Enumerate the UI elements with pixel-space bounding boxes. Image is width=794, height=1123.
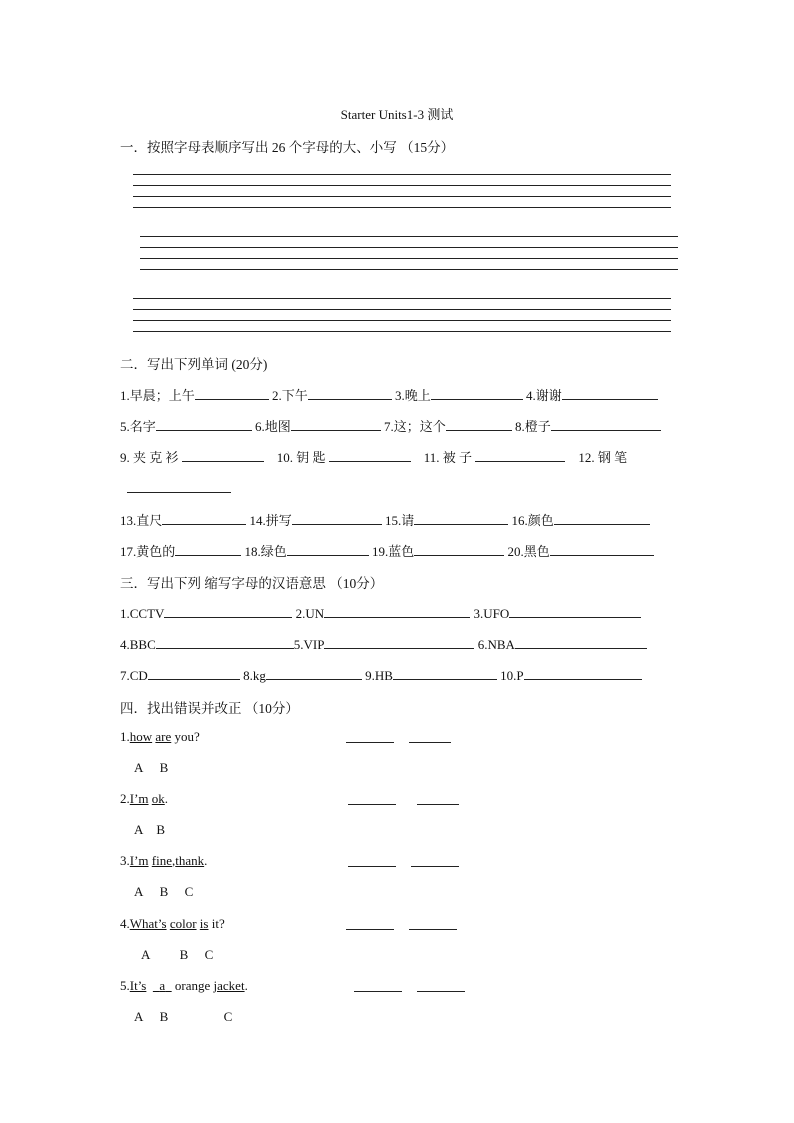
word-row-1 — [120, 385, 658, 404]
word-prompt: 6.地图 — [255, 419, 291, 434]
error-question-2 — [120, 791, 168, 807]
word-prompt: 3.晚上 — [395, 388, 431, 403]
option-b-text: color — [169, 916, 197, 931]
abbr-prompt: 3.UFO — [473, 606, 510, 621]
answer-blank[interactable] — [164, 604, 292, 618]
option-c-text: jacket — [213, 978, 245, 993]
option-b-text: are — [155, 729, 172, 744]
answer-blank[interactable] — [127, 492, 231, 493]
word-prompt: 10. 钥 匙 — [276, 450, 326, 465]
question-number: 4. — [120, 916, 130, 931]
answer-blank[interactable] — [195, 386, 269, 400]
correction-blank[interactable] — [409, 929, 457, 930]
answer-blank[interactable] — [324, 635, 474, 649]
answer-blank[interactable] — [414, 542, 504, 556]
option-b-text: fine — [151, 853, 172, 868]
answer-blank[interactable] — [550, 542, 654, 556]
answer-blank[interactable] — [446, 417, 512, 431]
option-labels: A B — [134, 760, 169, 775]
abbr-prompt: 7.CD — [120, 668, 148, 683]
error-letter-blank[interactable] — [346, 929, 394, 930]
word-prompt: 8.橙子 — [515, 419, 551, 434]
option-c-text: thank — [175, 853, 205, 868]
comma: , — [172, 853, 176, 868]
option-a-text: how — [129, 729, 153, 744]
abbr-prompt: 2.UN — [295, 606, 325, 621]
abbr-prompt: 5.VIP — [293, 637, 325, 652]
correction-blank[interactable] — [417, 991, 465, 992]
page-title: Starter Units1-3 测试 — [340, 107, 454, 122]
word-prompt: 19.蓝色 — [372, 544, 415, 559]
correction-blank[interactable] — [409, 742, 451, 743]
word-prompt: 18.绿色 — [244, 544, 287, 559]
option-labels: A B C — [141, 947, 214, 962]
word-row-3 — [120, 447, 627, 466]
sentence-rest: . — [204, 853, 208, 868]
abbr-prompt: 4.BBC — [120, 637, 156, 652]
question-number: 5. — [120, 978, 130, 993]
answer-blank[interactable] — [329, 448, 411, 462]
answer-blank[interactable] — [431, 386, 523, 400]
answer-blank[interactable] — [324, 604, 470, 618]
error-question-1 — [120, 729, 200, 745]
answer-blank[interactable] — [414, 511, 508, 525]
option-a-text: What’s — [129, 916, 167, 931]
sentence-rest: it? — [208, 916, 225, 931]
question-number: 2. — [120, 791, 130, 806]
answer-blank[interactable] — [393, 666, 497, 680]
word-prompt: 13.直尺 — [120, 513, 163, 528]
option-a-text: I’m — [129, 791, 149, 806]
error-question-5 — [120, 978, 248, 994]
word-prompt: 15.请 — [385, 513, 415, 528]
question-number: 3. — [120, 853, 130, 868]
word-row-4 — [120, 510, 650, 529]
word-prompt: 1.早晨；上午 — [120, 388, 195, 403]
abbr-row-3 — [120, 666, 642, 684]
answer-blank[interactable] — [266, 666, 362, 680]
word-prompt: 17.黄色的 — [120, 544, 176, 559]
answer-blank[interactable] — [308, 386, 392, 400]
option-labels: A B C — [134, 884, 194, 899]
section-2-heading: 二．写出下列单词 (20分) — [120, 357, 268, 372]
answer-blank[interactable] — [515, 635, 647, 649]
word-prompt: 5.名字 — [120, 419, 156, 434]
sentence-rest: . — [164, 791, 169, 806]
answer-blank[interactable] — [156, 417, 252, 431]
answer-blank[interactable] — [182, 448, 264, 462]
question-number: 1. — [120, 729, 130, 744]
abbr-prompt: 1.CCTV — [120, 606, 165, 621]
answer-blank[interactable] — [148, 666, 240, 680]
sentence-rest: . — [244, 978, 248, 993]
section-4-heading: 四．找出错误并改正 （10分） — [120, 701, 299, 716]
abbr-prompt: 10.P — [500, 668, 524, 683]
answer-blank[interactable] — [551, 417, 661, 431]
error-question-4 — [120, 916, 225, 932]
correction-blank[interactable] — [411, 866, 459, 867]
answer-blank[interactable] — [162, 511, 246, 525]
word-row-2 — [120, 416, 661, 435]
answer-blank[interactable] — [292, 511, 382, 525]
abbr-prompt: 6.NBA — [477, 637, 515, 652]
abbr-prompt: 8.kg — [243, 668, 266, 683]
answer-blank[interactable] — [175, 542, 241, 556]
option-labels: A B C — [134, 1009, 233, 1024]
answer-blank[interactable] — [475, 448, 565, 462]
correction-blank[interactable] — [417, 804, 459, 805]
error-letter-blank[interactable] — [348, 866, 396, 867]
word-prompt: 11. 被 子 — [423, 450, 473, 465]
section-1-heading: 一．按照字母表顺序写出 26 个字母的大、小写 （15分） — [120, 140, 455, 155]
sentence-mid: orange — [171, 978, 214, 993]
error-letter-blank[interactable] — [348, 804, 396, 805]
answer-blank[interactable] — [524, 666, 642, 680]
answer-blank[interactable] — [509, 604, 641, 618]
option-a-text: It’s — [129, 978, 147, 993]
abbr-prompt: 9.HB — [365, 668, 393, 683]
answer-blank[interactable] — [156, 635, 294, 649]
option-c-text: is — [199, 916, 209, 931]
answer-blank[interactable] — [562, 386, 658, 400]
answer-blank[interactable] — [291, 417, 381, 431]
word-prompt: 20.黑色 — [507, 544, 550, 559]
word-prompt: 7.这；这个 — [384, 419, 446, 434]
error-letter-blank[interactable] — [346, 742, 394, 743]
word-prompt: 4.谢谢 — [526, 388, 562, 403]
word-prompt: 2.下午 — [272, 388, 308, 403]
option-b-text: ok — [151, 791, 165, 806]
word-prompt: 16.颜色 — [511, 513, 554, 528]
word-prompt: 9. 夹 克 衫 — [120, 450, 179, 465]
word-row-5 — [120, 541, 654, 560]
option-a-text: I’m — [129, 853, 149, 868]
abbr-row-2 — [120, 635, 647, 653]
error-question-3 — [120, 853, 207, 869]
word-prompt: 14.拼写 — [249, 513, 292, 528]
answer-blank[interactable] — [554, 511, 650, 525]
option-b-text: a — [159, 978, 166, 993]
option-labels: A B — [134, 822, 166, 837]
sentence-rest: you? — [171, 729, 200, 744]
section-3-heading: 三．写出下列 缩写字母的汉语意思 （10分） — [120, 576, 384, 591]
word-prompt: 12. 钢 笔 — [578, 450, 628, 465]
error-letter-blank[interactable] — [354, 991, 402, 992]
abbr-row-1 — [120, 604, 641, 622]
answer-blank[interactable] — [287, 542, 369, 556]
